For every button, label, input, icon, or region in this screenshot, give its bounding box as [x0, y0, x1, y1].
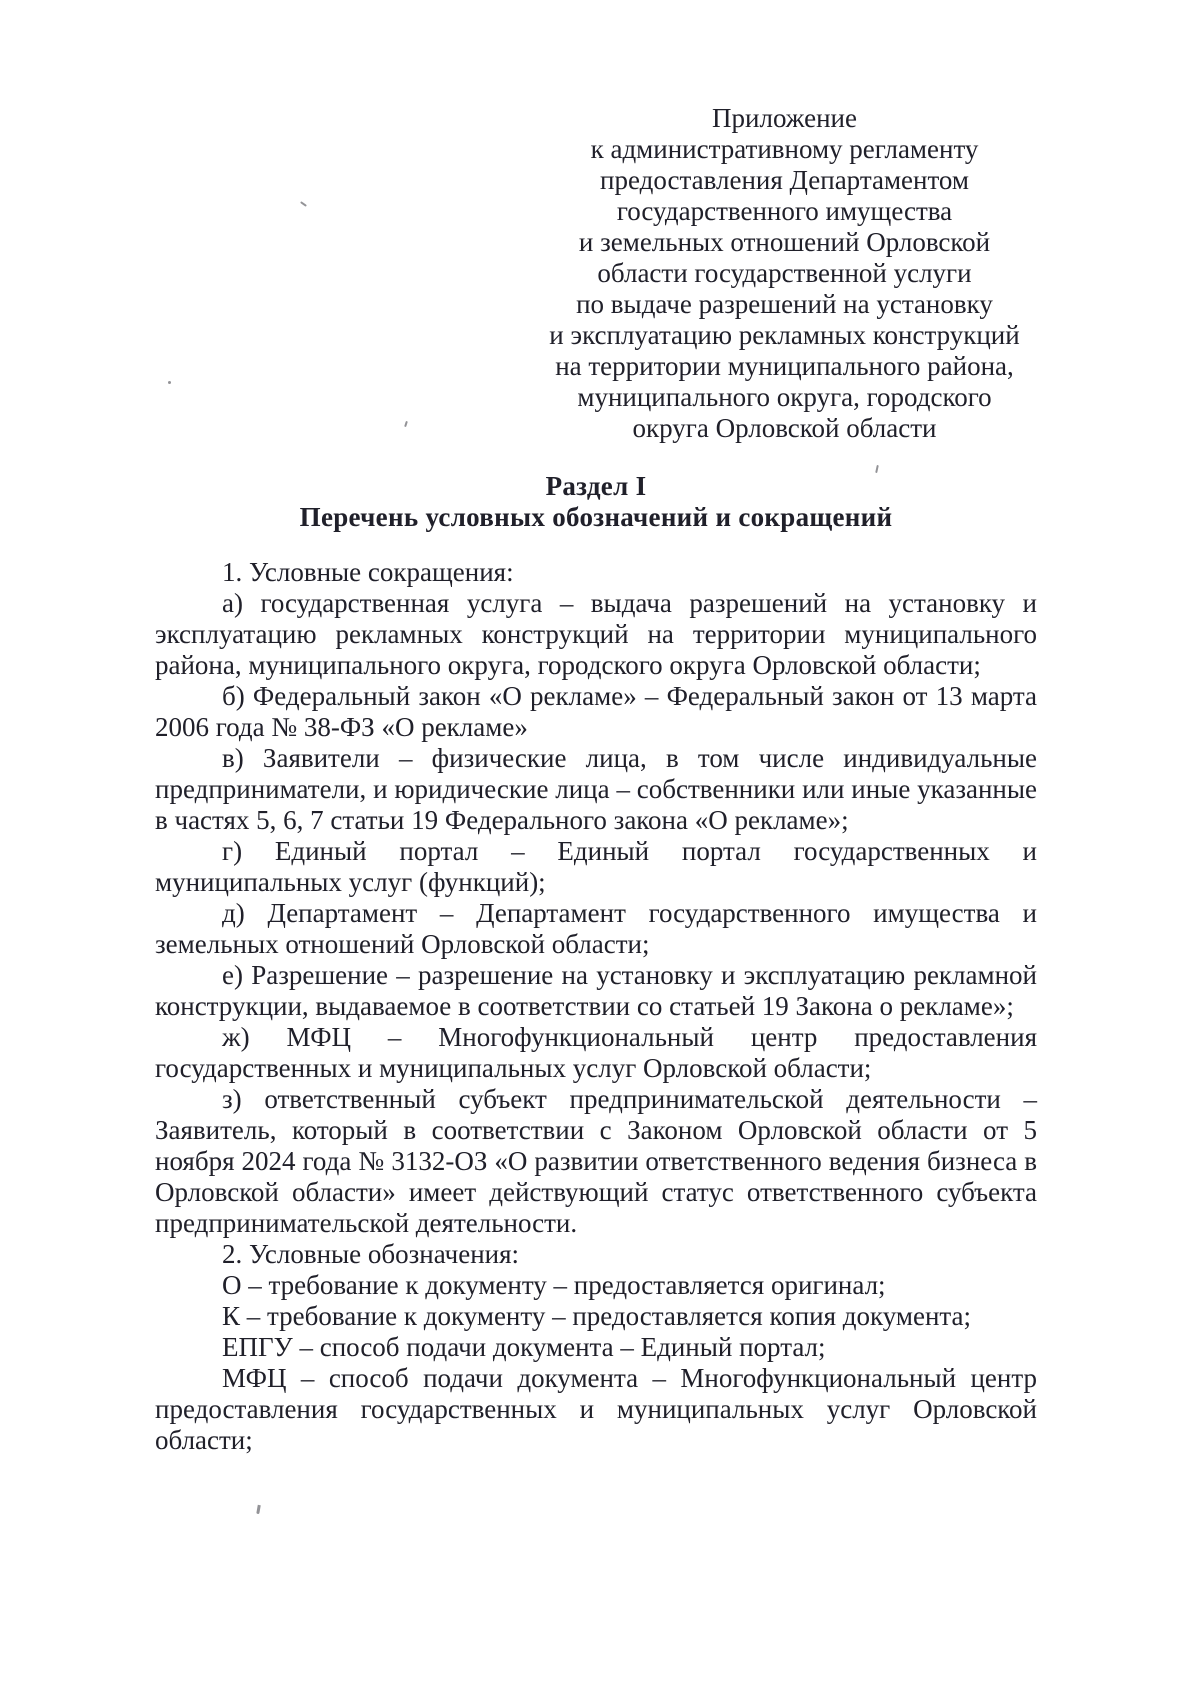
paragraph: О – требование к документу – предоставляется оригинал;	[222, 1270, 886, 1300]
document-header	[532, 103, 1037, 444]
scan-artifact	[404, 421, 408, 427]
paragraph: ЕПГУ – способ подачи документа – Единый портал;	[222, 1332, 826, 1362]
section-heading	[155, 471, 1037, 533]
paragraph: 1. Условные сокращения:	[222, 557, 514, 587]
header-line: Приложение	[712, 103, 857, 133]
scan-artifact	[300, 201, 307, 207]
paragraph: МФЦ – способ подачи документа – Многофункциональный центр предоставления государственных и муниципальных услуг Орловской области;	[155, 1363, 1037, 1455]
scan-artifact	[168, 381, 171, 384]
header-line: и эксплуатацию рекламных конструкций	[549, 320, 1020, 350]
paragraph: д) Департамент – Департамент государственного имущества и земельных отношений Орловской области;	[155, 898, 1037, 959]
section-title: Раздел I	[545, 471, 647, 501]
paragraph: г) Единый портал – Единый портал государственных и муниципальных услуг (функций);	[155, 836, 1037, 897]
header-line: муниципального округа, городского	[577, 382, 992, 412]
document-body	[155, 557, 1037, 1456]
paragraph: е) Разрешение – разрешение на установку и эксплуатацию рекламной конструкции, выдаваемое в соответствии со статьей 19 Закона о рекламе»;	[155, 960, 1037, 1021]
header-line: на территории муниципального района,	[555, 351, 1014, 381]
paragraph: ж) МФЦ – Многофункциональный центр предоставления государственных и муниципальных услуг Орловской области;	[155, 1022, 1037, 1083]
header-line: государственного имущества	[616, 196, 953, 226]
paragraph: б) Федеральный закон «О рекламе» – Федеральный закон от 13 марта 2006 года № 38-ФЗ «О рекламе»	[155, 681, 1037, 742]
header-line: к административному регламенту	[590, 134, 979, 164]
paragraph: з) ответственный субъект предпринимательской деятельности – Заявитель, который в соответствии с Законом Орловской области от 5 ноября 2024 года № 3132-ОЗ «О развитии ответственного ведения бизнеса в Орловской области» имеет действующий статус ответственного субъекта предпринимательской деятельности.	[155, 1084, 1037, 1238]
section-subtitle: Перечень условных обозначений и сокращений	[299, 502, 893, 532]
header-line: и земельных отношений Орловской	[578, 227, 991, 257]
paragraph: а) государственная услуга – выдача разрешений на установку и эксплуатацию рекламных конструкций на территории муниципального района, муниципального округа, городского округа Орловской области;	[155, 588, 1037, 680]
header-line: округа Орловской области	[632, 413, 937, 443]
header-line: предоставления Департаментом	[600, 165, 969, 195]
header-line: по выдаче разрешений на установку	[576, 289, 993, 319]
paragraph: 2. Условные обозначения:	[222, 1239, 520, 1269]
paragraph: К – требование к документу – предоставляется копия документа;	[222, 1301, 972, 1331]
scan-artifact	[256, 1505, 261, 1514]
paragraph: в) Заявители – физические лица, в том числе индивидуальные предприниматели, и юридические лица – собственники или иные указанные в частях 5, 6, 7 статьи 19 Федерального закона «О рекламе»;	[155, 743, 1037, 835]
header-line: области государственной услуги	[597, 258, 972, 288]
